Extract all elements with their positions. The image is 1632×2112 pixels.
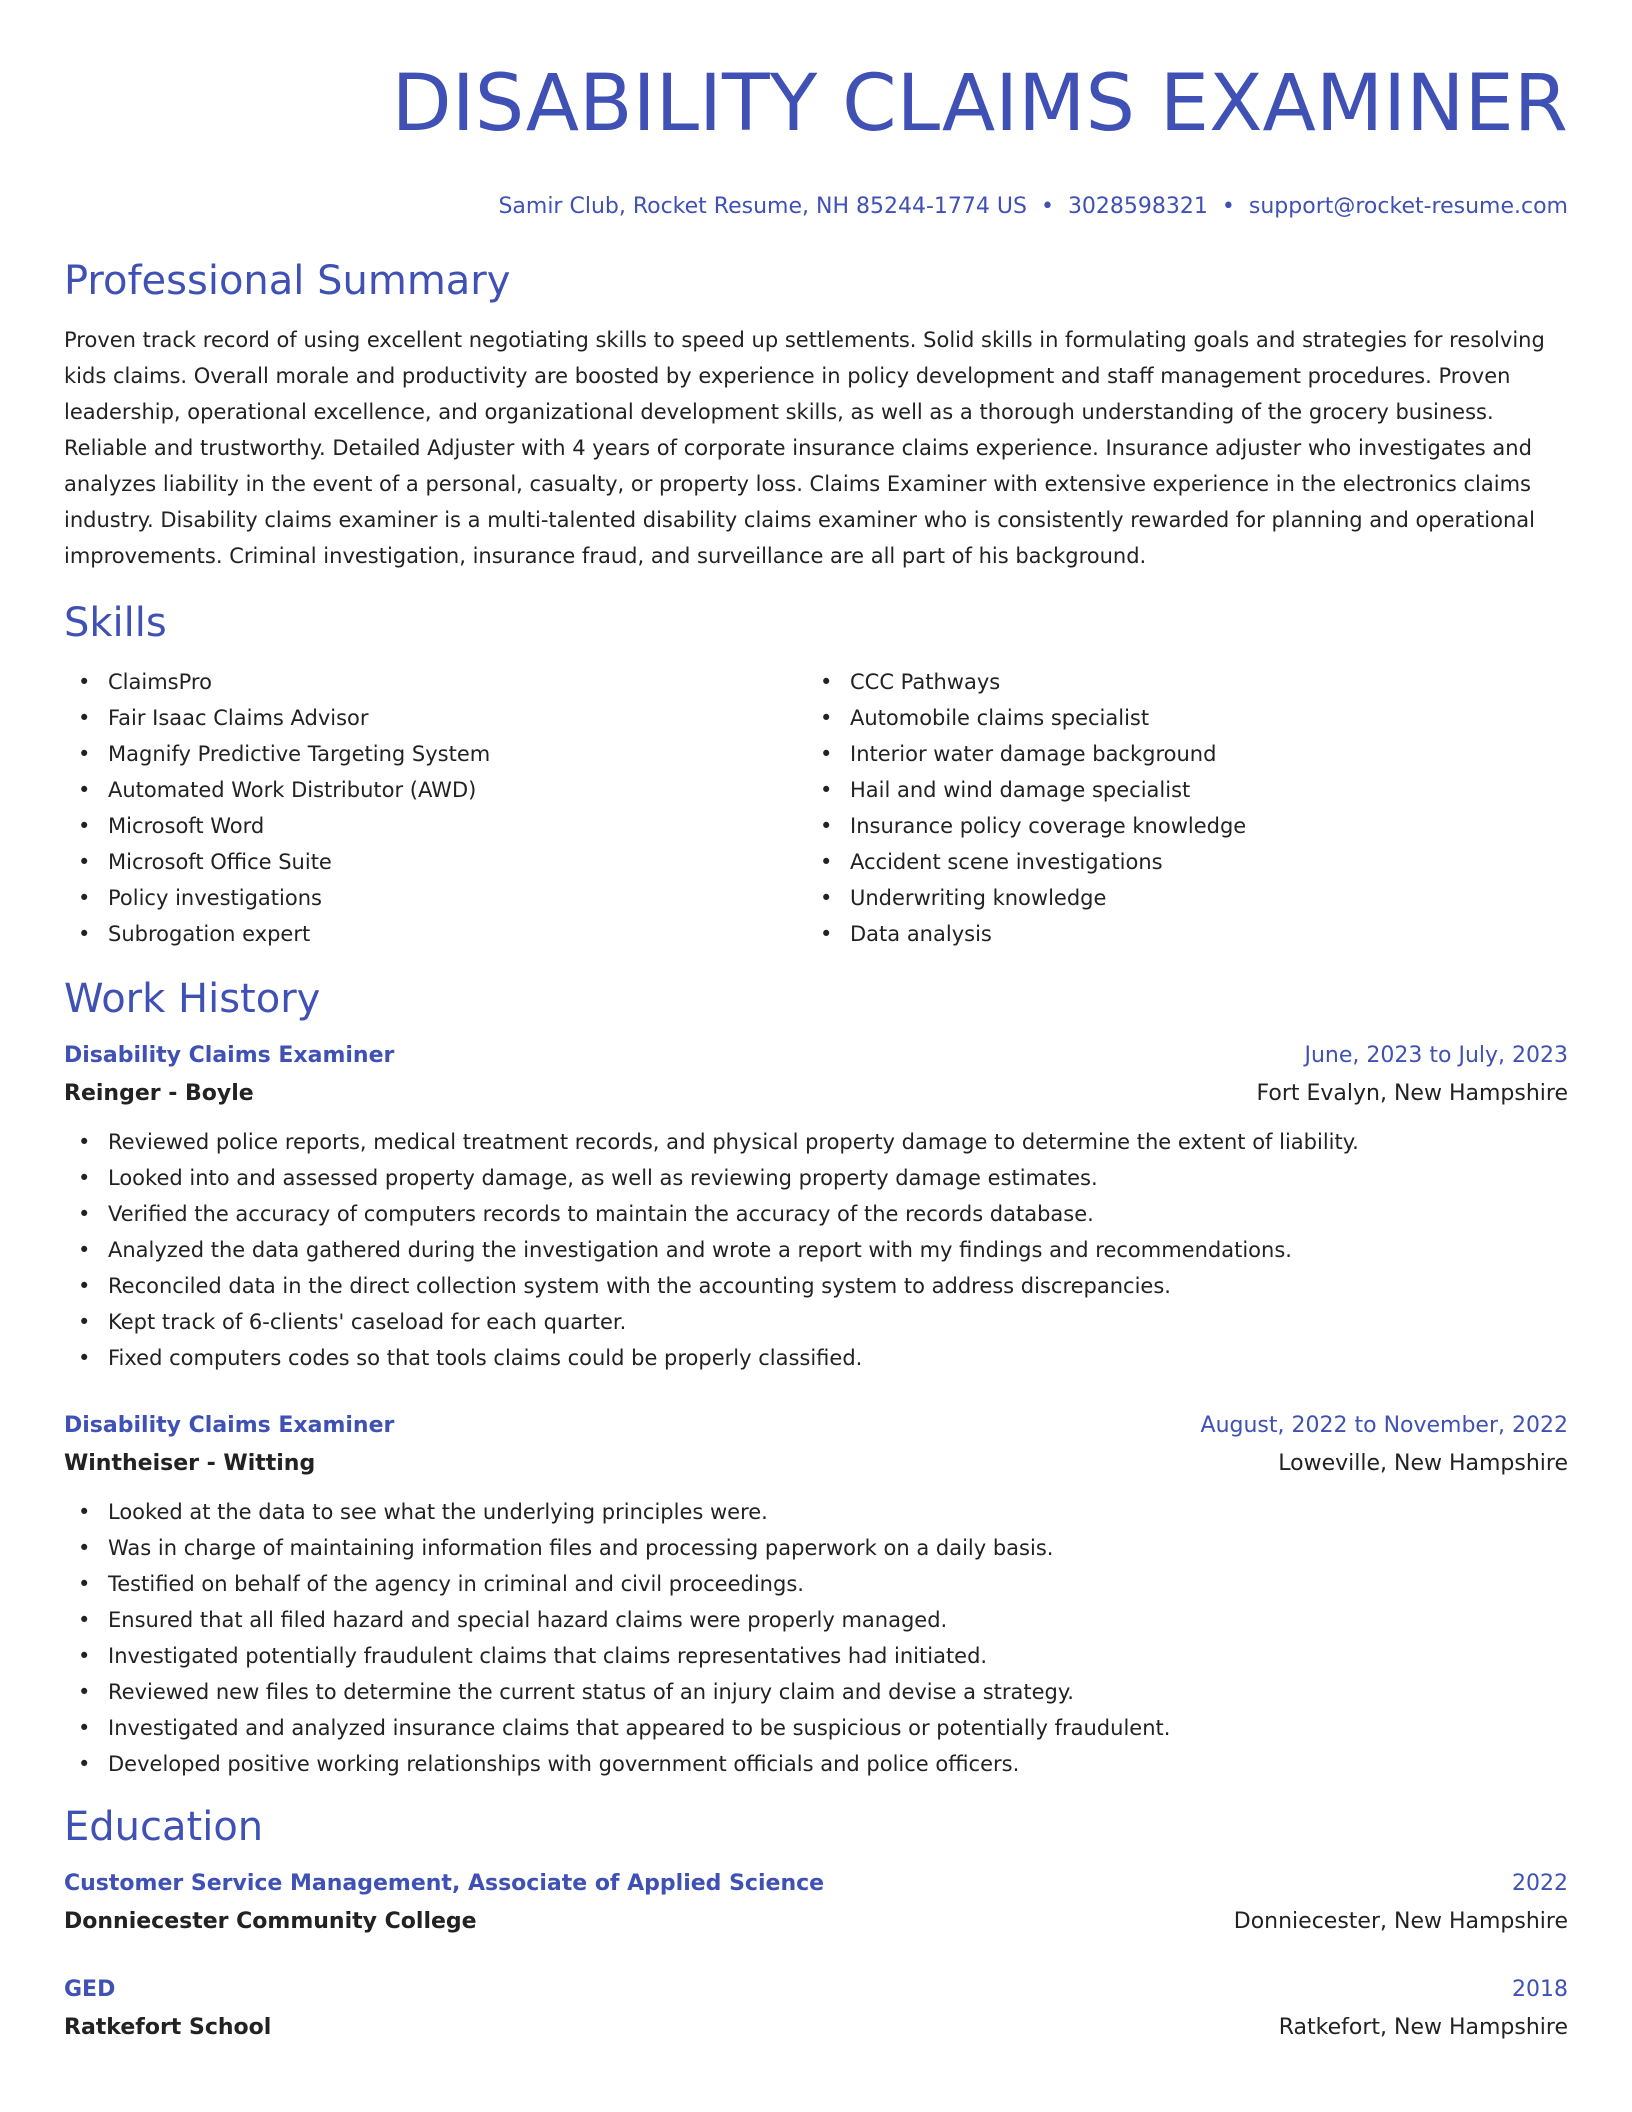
skill-item: • Subrogation expert <box>64 916 806 952</box>
education-year: 2018 <box>1512 1977 1568 2002</box>
job-bullet: • Reconciled data in the direct collection system with the accounting system to address discrepancies. <box>64 1268 1568 1304</box>
education-entry <box>64 1866 1568 1942</box>
skills-column-right <box>806 664 1548 952</box>
skill-item: • CCC Pathways <box>806 664 1548 700</box>
skill-item: • Automated Work Distributor (AWD) <box>64 772 806 808</box>
skill-item: • Fair Isaac Claims Advisor <box>64 700 806 736</box>
contact-address: Samir Club, Rocket Resume, NH 85244-1774 US <box>498 194 1027 219</box>
job-bullet: • Looked at the data to see what the underlying principles were. <box>64 1494 1568 1530</box>
skill-item: • Magnify Predictive Targeting System <box>64 736 806 772</box>
skills-list <box>64 664 1568 952</box>
job-bullet: • Testified on behalf of the agency in criminal and civil proceedings. <box>64 1566 1568 1602</box>
contact-line <box>64 194 1568 224</box>
job-bullet: • Verified the accuracy of computers records to maintain the accuracy of the records database. <box>64 1196 1568 1232</box>
job-dates: June, 2023 to July, 2023 <box>1304 1043 1568 1068</box>
education-year: 2022 <box>1512 1871 1568 1896</box>
work-history-heading: Work History <box>64 976 321 1022</box>
job-bullet: • Reviewed new files to determine the current status of an injury claim and devise a strategy. <box>64 1674 1568 1710</box>
job-dates: August, 2022 to November, 2022 <box>1200 1413 1568 1438</box>
skills-heading: Skills <box>64 600 167 646</box>
education-degree: Customer Service Management, Associate of Applied Science <box>64 1871 825 1896</box>
job-location: Fort Evalyn, New Hampshire <box>1256 1081 1568 1106</box>
job-subheader <box>64 1074 1568 1114</box>
job-bullets <box>64 1124 1568 1376</box>
education-subheader <box>64 1902 1568 1942</box>
skill-item: • Microsoft Word <box>64 808 806 844</box>
education-school: Ratkefort School <box>64 2015 272 2040</box>
job-entry <box>64 1408 1568 1782</box>
job-company: Wintheiser - Witting <box>64 1451 316 1476</box>
job-title: Disability Claims Examiner <box>64 1413 395 1438</box>
education-heading: Education <box>64 1804 264 1850</box>
summary-text: Proven track record of using excellent negotiating skills to speed up settlements. Solid skills in formulating goals and strategies for resolving kids claims. Overall morale and productivity are boosted by experience in policy development and staff management procedures. Proven leadership, operational excellence, and organizational development skills, as well as a thorough understanding of the grocery business. Reliable and trustworthy. Detailed Adjuster with 4 years of corporate insurance claims experience. Insurance adjuster who investigates and analyzes liability in the event of a personal, casualty, or property loss. Claims Examiner with extensive experience in the electronics claims industry. Disability claims examiner is a multi-talented disability claims examiner who is consistently rewarded for planning and operational improvements. Criminal investigation, insurance fraud, and surveillance are all part of his background. <box>64 328 1545 568</box>
job-header <box>64 1038 1568 1074</box>
job-location: Loweville, New Hampshire <box>1278 1451 1568 1476</box>
education-subheader <box>64 2008 1568 2048</box>
skill-item: • Policy investigations <box>64 880 806 916</box>
contact-separator: • <box>1040 194 1054 219</box>
skill-item: • Microsoft Office Suite <box>64 844 806 880</box>
education-school: Donniecester Community College <box>64 1909 477 1934</box>
skill-item: • Data analysis <box>806 916 1548 952</box>
education-degree: GED <box>64 1977 116 2002</box>
skill-item: • Accident scene investigations <box>806 844 1548 880</box>
job-bullets <box>64 1494 1568 1782</box>
job-title: Disability Claims Examiner <box>64 1043 395 1068</box>
skill-item: • Interior water damage background <box>806 736 1548 772</box>
contact-phone: 3028598321 <box>1067 194 1208 219</box>
education-location: Donniecester, New Hampshire <box>1233 1909 1568 1934</box>
summary-heading: Professional Summary <box>64 258 511 304</box>
skills-column-left <box>64 664 806 952</box>
skill-item: • Insurance policy coverage knowledge <box>806 808 1548 844</box>
job-bullet: • Looked into and assessed property damage, as well as reviewing property damage estimates. <box>64 1160 1568 1196</box>
education-location: Ratkefort, New Hampshire <box>1278 2015 1568 2040</box>
job-entry <box>64 1038 1568 1376</box>
job-bullet: • Developed positive working relationships with government officials and police officers. <box>64 1746 1568 1782</box>
job-bullet: • Reviewed police reports, medical treatment records, and physical property damage to determine the extent of liability. <box>64 1124 1568 1160</box>
job-bullet: • Investigated and analyzed insurance claims that appeared to be suspicious or potentially fraudulent. <box>64 1710 1568 1746</box>
job-bullet: • Analyzed the data gathered during the investigation and wrote a report with my findings and recommendations. <box>64 1232 1568 1268</box>
skill-item: • ClaimsPro <box>64 664 806 700</box>
contact-separator: • <box>1221 194 1235 219</box>
contact-email[interactable]: support@rocket-resume.com <box>1248 194 1568 219</box>
job-bullet: • Investigated potentially fraudulent claims that claims representatives had initiated. <box>64 1638 1568 1674</box>
job-header <box>64 1408 1568 1444</box>
skill-item: • Hail and wind damage specialist <box>806 772 1548 808</box>
education-header <box>64 1866 1568 1902</box>
education-entry <box>64 1972 1568 2048</box>
job-bullet: • Kept track of 6-clients' caseload for each quarter. <box>64 1304 1568 1340</box>
job-subheader <box>64 1444 1568 1484</box>
skill-item: • Underwriting knowledge <box>806 880 1548 916</box>
job-company: Reinger - Boyle <box>64 1081 254 1106</box>
job-bullet: • Was in charge of maintaining information files and processing paperwork on a daily basis. <box>64 1530 1568 1566</box>
skill-item: • Automobile claims specialist <box>806 700 1548 736</box>
education-header <box>64 1972 1568 2008</box>
job-bullet: • Fixed computers codes so that tools claims could be properly classified. <box>64 1340 1568 1376</box>
resume-title: DISABILITY CLAIMS EXAMINER <box>391 59 1568 149</box>
job-bullet: • Ensured that all filed hazard and special hazard claims were properly managed. <box>64 1602 1568 1638</box>
